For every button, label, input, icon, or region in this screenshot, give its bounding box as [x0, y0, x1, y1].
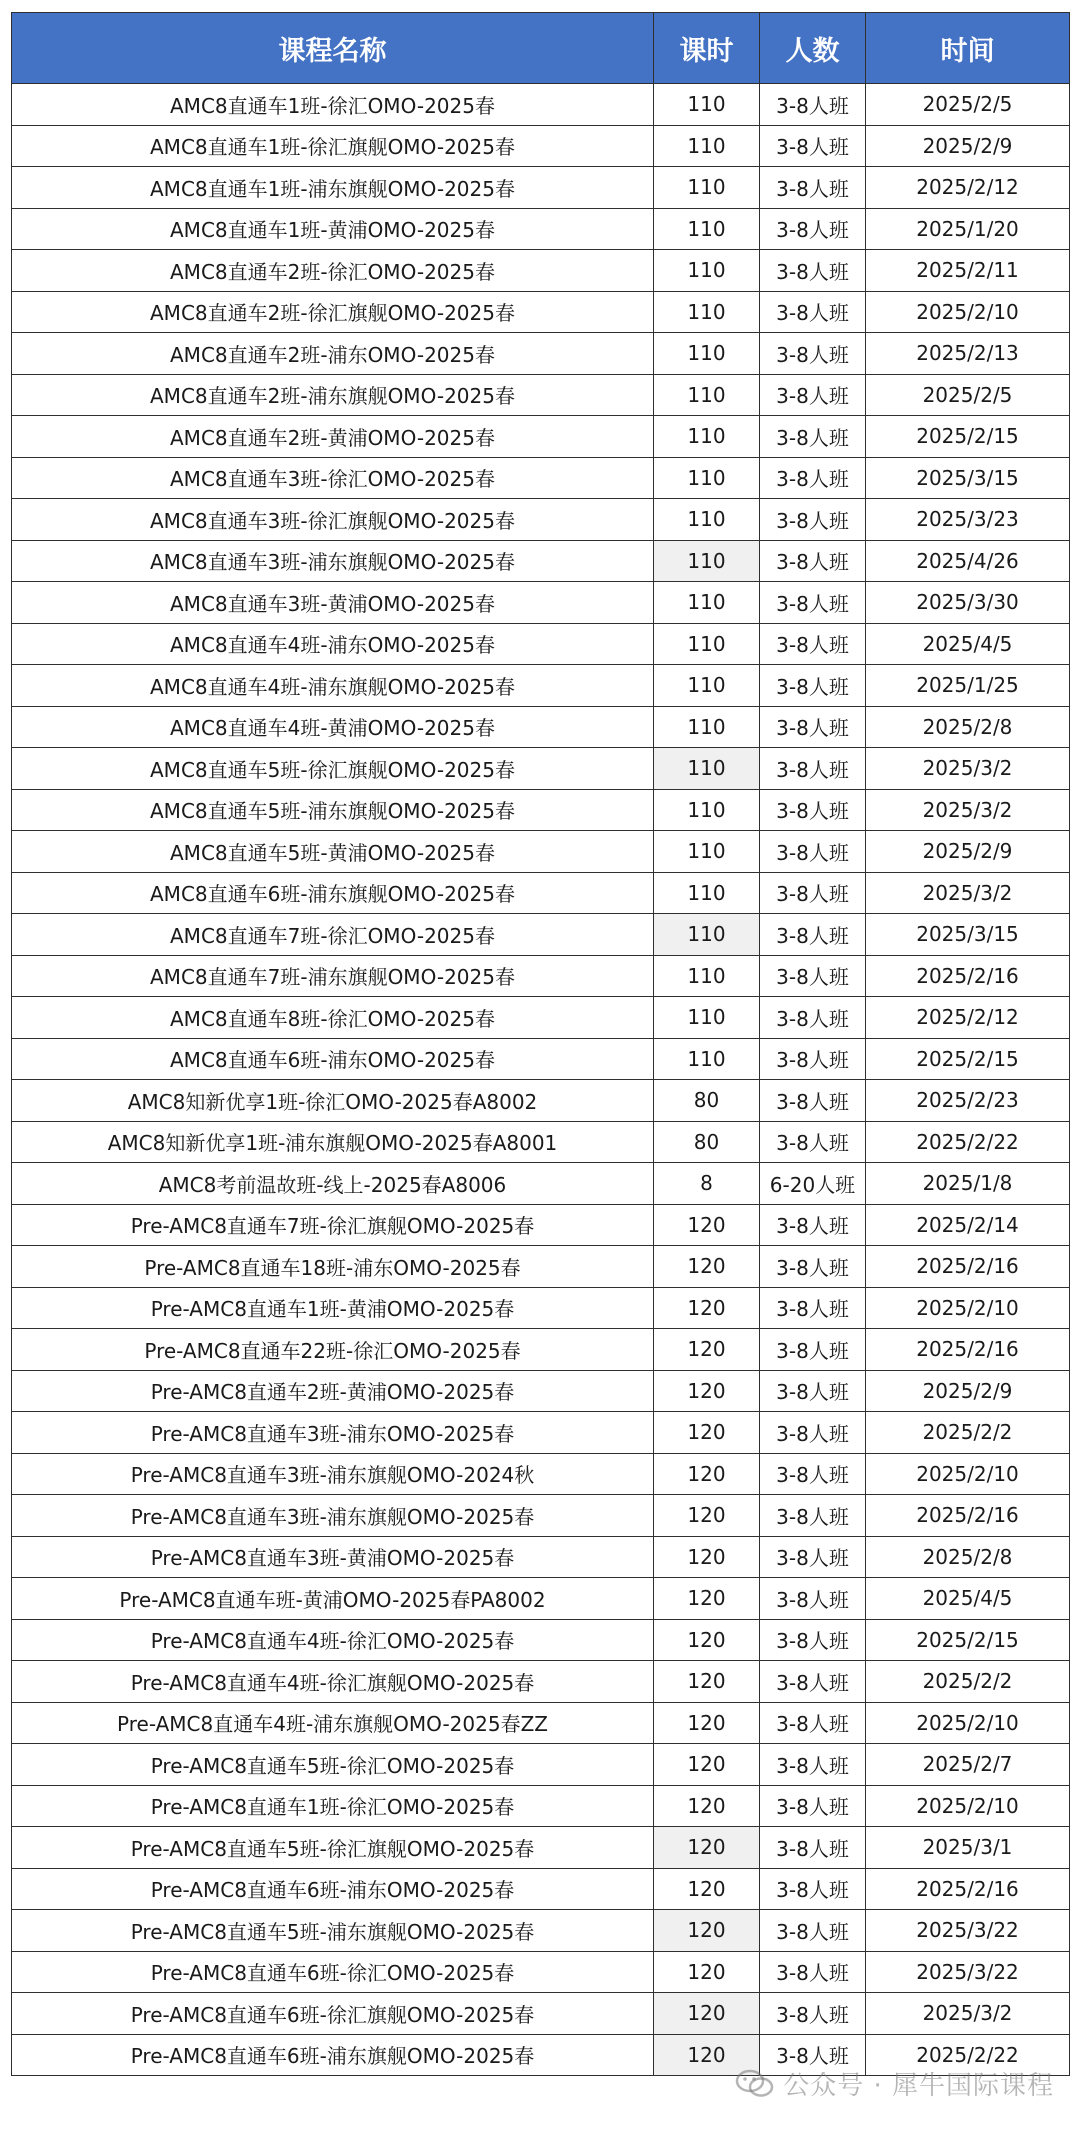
cell-hours: 120 — [654, 1204, 760, 1246]
table-row — [12, 1038, 1070, 1080]
cell-course-name: AMC8直通车6班-浦东旗舰OMO-2025春 — [12, 872, 654, 914]
cell-date: 2025/2/16 — [866, 1329, 1070, 1371]
cell-date: 2025/3/2 — [866, 748, 1070, 790]
cell-course-name: Pre-AMC8直通车22班-徐汇OMO-2025春 — [12, 1329, 654, 1371]
cell-hours: 120 — [654, 1495, 760, 1537]
cell-course-name: AMC8直通车4班-浦东OMO-2025春 — [12, 623, 654, 665]
cell-hours: 110 — [654, 1038, 760, 1080]
cell-hours: 80 — [654, 1080, 760, 1122]
cell-class-size: 3-8人班 — [760, 582, 866, 624]
cell-class-size: 3-8人班 — [760, 1951, 866, 1993]
cell-hours: 110 — [654, 706, 760, 748]
table-row — [12, 457, 1070, 499]
cell-hours: 120 — [654, 1287, 760, 1329]
cell-class-size: 3-8人班 — [760, 789, 866, 831]
table-row — [12, 1578, 1070, 1620]
cell-course-name: AMC8直通车3班-浦东旗舰OMO-2025春 — [12, 540, 654, 582]
cell-course-name: AMC8直通车4班-黄浦OMO-2025春 — [12, 706, 654, 748]
table-row — [12, 1827, 1070, 1869]
cell-date: 2025/2/16 — [866, 955, 1070, 997]
header-course-name: 课程名称 — [12, 13, 654, 84]
cell-class-size: 3-8人班 — [760, 291, 866, 333]
table-row — [12, 1785, 1070, 1827]
cell-class-size: 3-8人班 — [760, 1412, 866, 1454]
cell-date: 2025/2/22 — [866, 1121, 1070, 1163]
cell-hours: 110 — [654, 291, 760, 333]
cell-date: 2025/3/1 — [866, 1827, 1070, 1869]
table-row — [12, 1163, 1070, 1205]
cell-class-size: 3-8人班 — [760, 1287, 866, 1329]
cell-class-size: 3-8人班 — [760, 706, 866, 748]
cell-hours: 120 — [654, 1578, 760, 1620]
cell-course-name: AMC8直通车5班-浦东旗舰OMO-2025春 — [12, 789, 654, 831]
cell-hours: 110 — [654, 457, 760, 499]
cell-course-name: AMC8直通车2班-浦东旗舰OMO-2025春 — [12, 374, 654, 416]
cell-date: 2025/2/12 — [866, 997, 1070, 1039]
table-row — [12, 374, 1070, 416]
table-row — [12, 1661, 1070, 1703]
cell-course-name: AMC8直通车4班-浦东旗舰OMO-2025春 — [12, 665, 654, 707]
cell-course-name: Pre-AMC8直通车3班-浦东旗舰OMO-2024秋 — [12, 1453, 654, 1495]
table-row — [12, 416, 1070, 458]
cell-course-name: Pre-AMC8直通车1班-黄浦OMO-2025春 — [12, 1287, 654, 1329]
cell-course-name: Pre-AMC8直通车5班-浦东旗舰OMO-2025春 — [12, 1910, 654, 1952]
cell-course-name: Pre-AMC8直通车18班-浦东OMO-2025春 — [12, 1246, 654, 1288]
cell-class-size: 3-8人班 — [760, 416, 866, 458]
cell-date: 2025/2/15 — [866, 1619, 1070, 1661]
cell-date: 2025/2/16 — [866, 1868, 1070, 1910]
cell-hours: 110 — [654, 333, 760, 375]
table-row — [12, 872, 1070, 914]
cell-class-size: 3-8人班 — [760, 1204, 866, 1246]
cell-class-size: 3-8人班 — [760, 955, 866, 997]
cell-date: 2025/2/5 — [866, 84, 1070, 126]
cell-date: 2025/2/9 — [866, 125, 1070, 167]
table-row — [12, 1370, 1070, 1412]
cell-date: 2025/2/13 — [866, 333, 1070, 375]
table-row — [12, 955, 1070, 997]
cell-date: 2025/3/15 — [866, 914, 1070, 956]
cell-class-size: 3-8人班 — [760, 997, 866, 1039]
table-row — [12, 1121, 1070, 1163]
table-body — [12, 84, 1070, 2076]
cell-class-size: 3-8人班 — [760, 2034, 866, 2076]
cell-class-size: 3-8人班 — [760, 167, 866, 209]
cell-course-name: AMC8直通车3班-黄浦OMO-2025春 — [12, 582, 654, 624]
table-row — [12, 1204, 1070, 1246]
table-row — [12, 84, 1070, 126]
table-row — [12, 499, 1070, 541]
table-row — [12, 1951, 1070, 1993]
cell-class-size: 3-8人班 — [760, 1038, 866, 1080]
table-row — [12, 1536, 1070, 1578]
cell-class-size: 3-8人班 — [760, 1993, 866, 2035]
table-row — [12, 1329, 1070, 1371]
cell-date: 2025/3/2 — [866, 1993, 1070, 2035]
cell-course-name: AMC8直通车1班-浦东旗舰OMO-2025春 — [12, 167, 654, 209]
cell-hours: 120 — [654, 1412, 760, 1454]
cell-date: 2025/3/15 — [866, 457, 1070, 499]
cell-course-name: Pre-AMC8直通车6班-徐汇旗舰OMO-2025春 — [12, 1993, 654, 2035]
cell-date: 2025/2/14 — [866, 1204, 1070, 1246]
cell-course-name: Pre-AMC8直通车4班-徐汇OMO-2025春 — [12, 1619, 654, 1661]
cell-hours: 120 — [654, 1702, 760, 1744]
cell-date: 2025/2/9 — [866, 831, 1070, 873]
cell-date: 2025/2/11 — [866, 250, 1070, 292]
cell-hours: 120 — [654, 1329, 760, 1371]
cell-date: 2025/2/10 — [866, 1785, 1070, 1827]
cell-hours: 110 — [654, 167, 760, 209]
table-row — [12, 1412, 1070, 1454]
cell-course-name: AMC8直通车1班-徐汇OMO-2025春 — [12, 84, 654, 126]
cell-class-size: 3-8人班 — [760, 623, 866, 665]
cell-hours: 110 — [654, 997, 760, 1039]
cell-class-size: 3-8人班 — [760, 1495, 866, 1537]
table-row — [12, 1744, 1070, 1786]
cell-class-size: 3-8人班 — [760, 831, 866, 873]
cell-hours: 110 — [654, 623, 760, 665]
cell-hours: 120 — [654, 1910, 760, 1952]
cell-course-name: AMC8直通车7班-浦东旗舰OMO-2025春 — [12, 955, 654, 997]
header-class-size: 人数 — [760, 13, 866, 84]
cell-course-name: AMC8直通车1班-徐汇旗舰OMO-2025春 — [12, 125, 654, 167]
cell-hours: 120 — [654, 1453, 760, 1495]
cell-hours: 120 — [654, 1619, 760, 1661]
cell-course-name: AMC8直通车3班-徐汇OMO-2025春 — [12, 457, 654, 499]
cell-course-name: AMC8直通车2班-黄浦OMO-2025春 — [12, 416, 654, 458]
table-row — [12, 831, 1070, 873]
cell-date: 2025/2/10 — [866, 1287, 1070, 1329]
cell-hours: 120 — [654, 2034, 760, 2076]
cell-date: 2025/2/23 — [866, 1080, 1070, 1122]
table-row — [12, 623, 1070, 665]
cell-class-size: 3-8人班 — [760, 1370, 866, 1412]
cell-class-size: 3-8人班 — [760, 1785, 866, 1827]
cell-class-size: 3-8人班 — [760, 1578, 866, 1620]
cell-date: 2025/2/15 — [866, 1038, 1070, 1080]
table-row — [12, 1080, 1070, 1122]
table-row — [12, 250, 1070, 292]
table-row — [12, 1453, 1070, 1495]
cell-date: 2025/2/8 — [866, 1536, 1070, 1578]
cell-date: 2025/4/5 — [866, 1578, 1070, 1620]
table-row — [12, 1246, 1070, 1288]
cell-course-name: AMC8直通车6班-浦东OMO-2025春 — [12, 1038, 654, 1080]
cell-class-size: 3-8人班 — [760, 665, 866, 707]
cell-class-size: 3-8人班 — [760, 1453, 866, 1495]
cell-hours: 110 — [654, 789, 760, 831]
cell-hours: 120 — [654, 1951, 760, 1993]
cell-hours: 80 — [654, 1121, 760, 1163]
table-row — [12, 1495, 1070, 1537]
cell-date: 2025/3/23 — [866, 499, 1070, 541]
cell-class-size: 3-8人班 — [760, 1536, 866, 1578]
cell-course-name: Pre-AMC8直通车3班-黄浦OMO-2025春 — [12, 1536, 654, 1578]
cell-class-size: 3-8人班 — [760, 499, 866, 541]
cell-course-name: AMC8直通车2班-徐汇OMO-2025春 — [12, 250, 654, 292]
table-row — [12, 1910, 1070, 1952]
cell-date: 2025/2/10 — [866, 1702, 1070, 1744]
cell-course-name: AMC8直通车2班-徐汇旗舰OMO-2025春 — [12, 291, 654, 333]
cell-class-size: 3-8人班 — [760, 1121, 866, 1163]
cell-hours: 110 — [654, 84, 760, 126]
table-row — [12, 125, 1070, 167]
cell-date: 2025/2/15 — [866, 416, 1070, 458]
cell-date: 2025/2/2 — [866, 1661, 1070, 1703]
cell-date: 2025/4/26 — [866, 540, 1070, 582]
cell-date: 2025/3/2 — [866, 872, 1070, 914]
cell-hours: 110 — [654, 208, 760, 250]
cell-course-name: AMC8直通车5班-徐汇旗舰OMO-2025春 — [12, 748, 654, 790]
cell-date: 2025/3/2 — [866, 789, 1070, 831]
cell-date: 2025/3/22 — [866, 1951, 1070, 1993]
cell-hours: 110 — [654, 582, 760, 624]
table-row — [12, 997, 1070, 1039]
cell-date: 2025/2/12 — [866, 167, 1070, 209]
cell-class-size: 3-8人班 — [760, 457, 866, 499]
cell-date: 2025/1/8 — [866, 1163, 1070, 1205]
cell-class-size: 3-8人班 — [760, 333, 866, 375]
cell-hours: 110 — [654, 374, 760, 416]
cell-hours: 110 — [654, 665, 760, 707]
cell-hours: 110 — [654, 250, 760, 292]
cell-hours: 120 — [654, 1661, 760, 1703]
table-row — [12, 540, 1070, 582]
cell-hours: 110 — [654, 416, 760, 458]
table-row — [12, 1619, 1070, 1661]
cell-date: 2025/2/22 — [866, 2034, 1070, 2076]
table-row — [12, 2034, 1070, 2076]
cell-date: 2025/4/5 — [866, 623, 1070, 665]
cell-hours: 110 — [654, 499, 760, 541]
cell-course-name: Pre-AMC8直通车班-黄浦OMO-2025春PA8002 — [12, 1578, 654, 1620]
cell-course-name: Pre-AMC8直通车6班-浦东OMO-2025春 — [12, 1868, 654, 1910]
cell-course-name: Pre-AMC8直通车1班-徐汇OMO-2025春 — [12, 1785, 654, 1827]
cell-course-name: AMC8知新优享1班-徐汇OMO-2025春A8002 — [12, 1080, 654, 1122]
cell-course-name: Pre-AMC8直通车2班-黄浦OMO-2025春 — [12, 1370, 654, 1412]
cell-course-name: Pre-AMC8直通车3班-浦东OMO-2025春 — [12, 1412, 654, 1454]
cell-date: 2025/3/22 — [866, 1910, 1070, 1952]
cell-course-name: AMC8直通车7班-徐汇OMO-2025春 — [12, 914, 654, 956]
cell-class-size: 3-8人班 — [760, 1080, 866, 1122]
cell-hours: 120 — [654, 1246, 760, 1288]
header-row — [12, 13, 1070, 84]
cell-class-size: 3-8人班 — [760, 250, 866, 292]
cell-hours: 110 — [654, 125, 760, 167]
table-row — [12, 914, 1070, 956]
cell-class-size: 3-8人班 — [760, 84, 866, 126]
header-hours: 课时 — [654, 13, 760, 84]
cell-hours: 110 — [654, 540, 760, 582]
cell-hours: 110 — [654, 872, 760, 914]
table-row — [12, 1287, 1070, 1329]
cell-date: 2025/1/20 — [866, 208, 1070, 250]
cell-class-size: 3-8人班 — [760, 208, 866, 250]
cell-course-name: AMC8直通车1班-黄浦OMO-2025春 — [12, 208, 654, 250]
cell-date: 2025/2/8 — [866, 706, 1070, 748]
cell-course-name: AMC8知新优享1班-浦东旗舰OMO-2025春A8001 — [12, 1121, 654, 1163]
cell-course-name: Pre-AMC8直通车4班-徐汇旗舰OMO-2025春 — [12, 1661, 654, 1703]
cell-class-size: 6-20人班 — [760, 1163, 866, 1205]
cell-class-size: 3-8人班 — [760, 1744, 866, 1786]
cell-hours: 120 — [654, 1744, 760, 1786]
cell-date: 2025/2/9 — [866, 1370, 1070, 1412]
course-table — [11, 12, 1070, 2076]
cell-hours: 120 — [654, 1536, 760, 1578]
cell-course-name: Pre-AMC8直通车5班-徐汇旗舰OMO-2025春 — [12, 1827, 654, 1869]
table-row — [12, 789, 1070, 831]
cell-date: 2025/3/30 — [866, 582, 1070, 624]
cell-hours: 110 — [654, 955, 760, 997]
header-date: 时间 — [866, 13, 1070, 84]
cell-class-size: 3-8人班 — [760, 540, 866, 582]
table-row — [12, 665, 1070, 707]
cell-date: 2025/2/7 — [866, 1744, 1070, 1786]
cell-hours: 110 — [654, 914, 760, 956]
cell-class-size: 3-8人班 — [760, 1329, 866, 1371]
cell-course-name: Pre-AMC8直通车5班-徐汇OMO-2025春 — [12, 1744, 654, 1786]
cell-hours: 120 — [654, 1827, 760, 1869]
cell-course-name: Pre-AMC8直通车4班-浦东旗舰OMO-2025春ZZ — [12, 1702, 654, 1744]
cell-course-name: AMC8直通车3班-徐汇旗舰OMO-2025春 — [12, 499, 654, 541]
cell-course-name: AMC8考前温故班-线上-2025春A8006 — [12, 1163, 654, 1205]
cell-date: 2025/2/16 — [866, 1246, 1070, 1288]
cell-course-name: Pre-AMC8直通车6班-徐汇OMO-2025春 — [12, 1951, 654, 1993]
watermark-text: 公众号 · 犀牛国际课程 — [783, 2071, 1054, 2101]
table-row — [12, 333, 1070, 375]
cell-course-name: AMC8直通车2班-浦东OMO-2025春 — [12, 333, 654, 375]
table-row — [12, 167, 1070, 209]
table-row — [12, 582, 1070, 624]
cell-course-name: AMC8直通车8班-徐汇OMO-2025春 — [12, 997, 654, 1039]
cell-hours: 120 — [654, 1868, 760, 1910]
cell-date: 2025/2/10 — [866, 291, 1070, 333]
table-row — [12, 748, 1070, 790]
cell-class-size: 3-8人班 — [760, 1827, 866, 1869]
cell-course-name: AMC8直通车5班-黄浦OMO-2025春 — [12, 831, 654, 873]
cell-class-size: 3-8人班 — [760, 1702, 866, 1744]
cell-class-size: 3-8人班 — [760, 1246, 866, 1288]
cell-course-name: Pre-AMC8直通车3班-浦东旗舰OMO-2025春 — [12, 1495, 654, 1537]
cell-class-size: 3-8人班 — [760, 748, 866, 790]
table-row — [12, 1868, 1070, 1910]
cell-class-size: 3-8人班 — [760, 374, 866, 416]
cell-class-size: 3-8人班 — [760, 1661, 866, 1703]
cell-hours: 120 — [654, 1370, 760, 1412]
cell-date: 2025/2/10 — [866, 1453, 1070, 1495]
table-row — [12, 706, 1070, 748]
table-row — [12, 1702, 1070, 1744]
cell-date: 2025/2/5 — [866, 374, 1070, 416]
cell-hours: 120 — [654, 1993, 760, 2035]
cell-class-size: 3-8人班 — [760, 1868, 866, 1910]
cell-hours: 110 — [654, 748, 760, 790]
cell-class-size: 3-8人班 — [760, 914, 866, 956]
cell-course-name: Pre-AMC8直通车6班-浦东旗舰OMO-2025春 — [12, 2034, 654, 2076]
table-row — [12, 208, 1070, 250]
cell-date: 2025/2/2 — [866, 1412, 1070, 1454]
cell-hours: 110 — [654, 831, 760, 873]
cell-class-size: 3-8人班 — [760, 872, 866, 914]
cell-class-size: 3-8人班 — [760, 1910, 866, 1952]
table-row — [12, 1993, 1070, 2035]
cell-date: 2025/2/16 — [866, 1495, 1070, 1537]
table-row — [12, 291, 1070, 333]
cell-class-size: 3-8人班 — [760, 125, 866, 167]
cell-hours: 8 — [654, 1163, 760, 1205]
cell-hours: 120 — [654, 1785, 760, 1827]
cell-course-name: Pre-AMC8直通车7班-徐汇旗舰OMO-2025春 — [12, 1204, 654, 1246]
cell-class-size: 3-8人班 — [760, 1619, 866, 1661]
cell-date: 2025/1/25 — [866, 665, 1070, 707]
